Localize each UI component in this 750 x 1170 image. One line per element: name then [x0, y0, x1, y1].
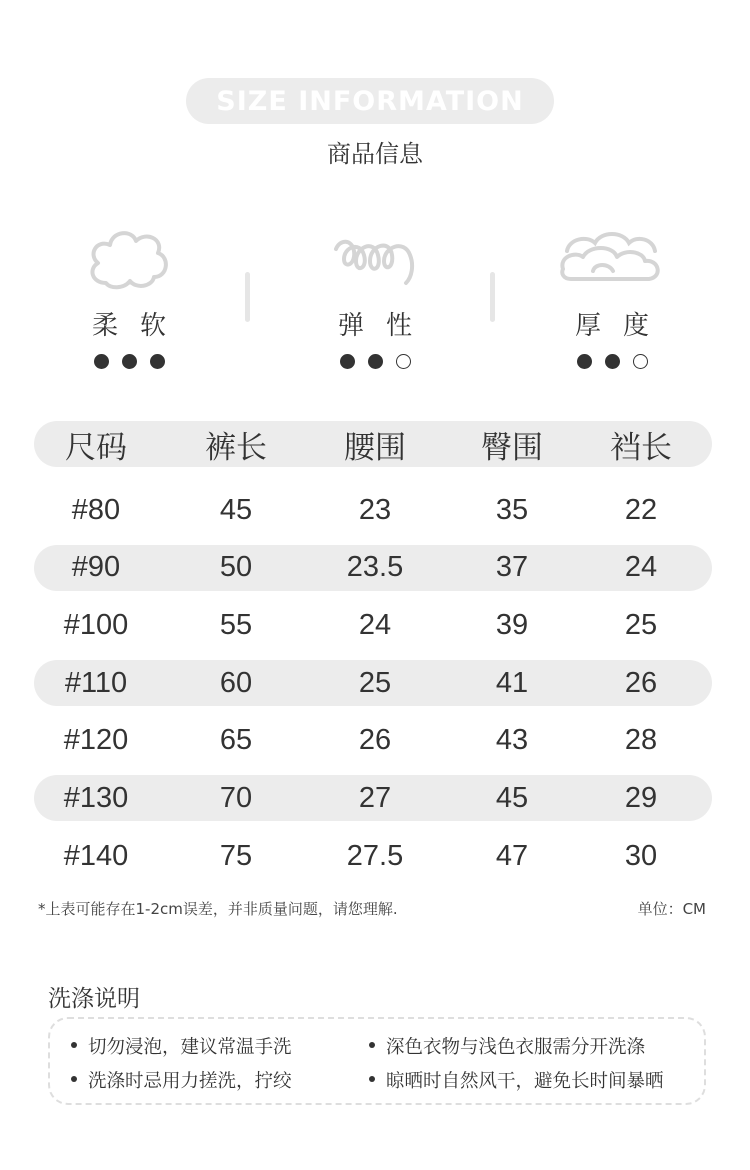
cell-hip: 39 — [495, 608, 529, 641]
feature-label: 厚度 — [574, 311, 671, 341]
cell-rise: 25 — [624, 608, 658, 641]
rating-dots — [295, 354, 455, 369]
cell-waist: 27 — [358, 781, 392, 814]
cell-rise: 22 — [624, 493, 658, 526]
rating-dot-filled — [150, 354, 165, 369]
divider — [490, 272, 495, 322]
cell-waist: 26 — [358, 724, 392, 757]
cell-rise: 29 — [624, 781, 658, 814]
header-rise: 裆长 — [610, 429, 672, 466]
divider — [245, 272, 250, 322]
wash-item: 切勿浸泡，建议常温手洗 — [88, 1033, 292, 1059]
tolerance-note: *上表可能存在1-2cm误差，并非质量问题，请您理解. — [38, 900, 398, 918]
wash-title: 洗涤说明 — [48, 986, 140, 1012]
rating-dot-filled — [94, 354, 109, 369]
header-waist: 腰围 — [344, 429, 406, 466]
table-row — [34, 718, 712, 764]
cell-size: #100 — [63, 608, 129, 641]
rating-dot-filled — [122, 354, 137, 369]
wash-instructions-box — [48, 1017, 706, 1105]
spring-icon — [330, 225, 420, 291]
title-pill — [186, 78, 554, 124]
rating-dots — [532, 354, 692, 369]
feature-elasticity — [295, 225, 455, 369]
cell-pants-length: 70 — [219, 781, 253, 814]
rating-dot-filled — [605, 354, 620, 369]
cell-hip: 41 — [495, 666, 529, 699]
rating-dot-filled — [340, 354, 355, 369]
cell-rise: 26 — [624, 666, 658, 699]
cell-size: #80 — [71, 493, 121, 526]
cell-rise: 30 — [624, 839, 658, 872]
cell-waist: 25 — [358, 666, 392, 699]
feature-label: 柔软 — [91, 311, 188, 341]
layered-cloud-icon — [557, 225, 667, 291]
rating-dot-filled — [368, 354, 383, 369]
table-body — [34, 487, 712, 879]
title-cn: 商品信息 — [327, 140, 423, 168]
table-row — [34, 545, 712, 591]
cell-hip: 43 — [495, 724, 529, 757]
cell-size: #120 — [63, 724, 129, 757]
cloud-icon — [84, 225, 174, 291]
feature-label: 弹性 — [337, 311, 434, 341]
cell-pants-length: 60 — [219, 666, 253, 699]
cell-hip: 47 — [495, 839, 529, 872]
title-en: SIZE INFORMATION — [216, 85, 524, 117]
header-hip: 臀围 — [481, 429, 543, 466]
cell-rise: 28 — [624, 724, 658, 757]
cell-waist: 24 — [358, 608, 392, 641]
rating-dot-empty — [396, 354, 411, 369]
table-row — [34, 487, 712, 533]
cell-waist: 27.5 — [346, 839, 404, 872]
cell-hip: 45 — [495, 781, 529, 814]
header-size: 尺码 — [65, 429, 127, 466]
cell-pants-length: 45 — [219, 493, 253, 526]
rating-dots — [49, 354, 209, 369]
cell-pants-length: 50 — [219, 551, 253, 584]
cell-waist: 23.5 — [346, 551, 404, 584]
cell-size: #130 — [63, 781, 129, 814]
table-row — [34, 775, 712, 821]
size-table — [34, 421, 712, 891]
wash-item: 晾晒时自然风干，避免长时间暴晒 — [386, 1067, 664, 1093]
feature-softness — [49, 225, 209, 369]
cell-rise: 24 — [624, 551, 658, 584]
wash-item: 洗涤时忌用力搓洗，拧绞 — [88, 1067, 292, 1093]
unit-label: 单位：CM — [637, 900, 706, 918]
cell-size: #140 — [63, 839, 129, 872]
feature-thickness — [532, 225, 692, 369]
cell-waist: 23 — [358, 493, 392, 526]
cell-pants-length: 75 — [219, 839, 253, 872]
cell-pants-length: 55 — [219, 608, 253, 641]
table-row — [34, 602, 712, 648]
cell-hip: 35 — [495, 493, 529, 526]
table-header — [34, 421, 712, 467]
wash-item: 深色衣物与浅色衣服需分开洗涤 — [386, 1033, 645, 1059]
cell-size: #110 — [64, 666, 128, 699]
header-pants-length: 裤长 — [205, 429, 267, 466]
table-row — [34, 833, 712, 879]
cell-pants-length: 65 — [219, 724, 253, 757]
cell-hip: 37 — [495, 551, 529, 584]
table-row — [34, 660, 712, 706]
rating-dot-empty — [633, 354, 648, 369]
rating-dot-filled — [577, 354, 592, 369]
cell-size: #90 — [71, 551, 121, 584]
